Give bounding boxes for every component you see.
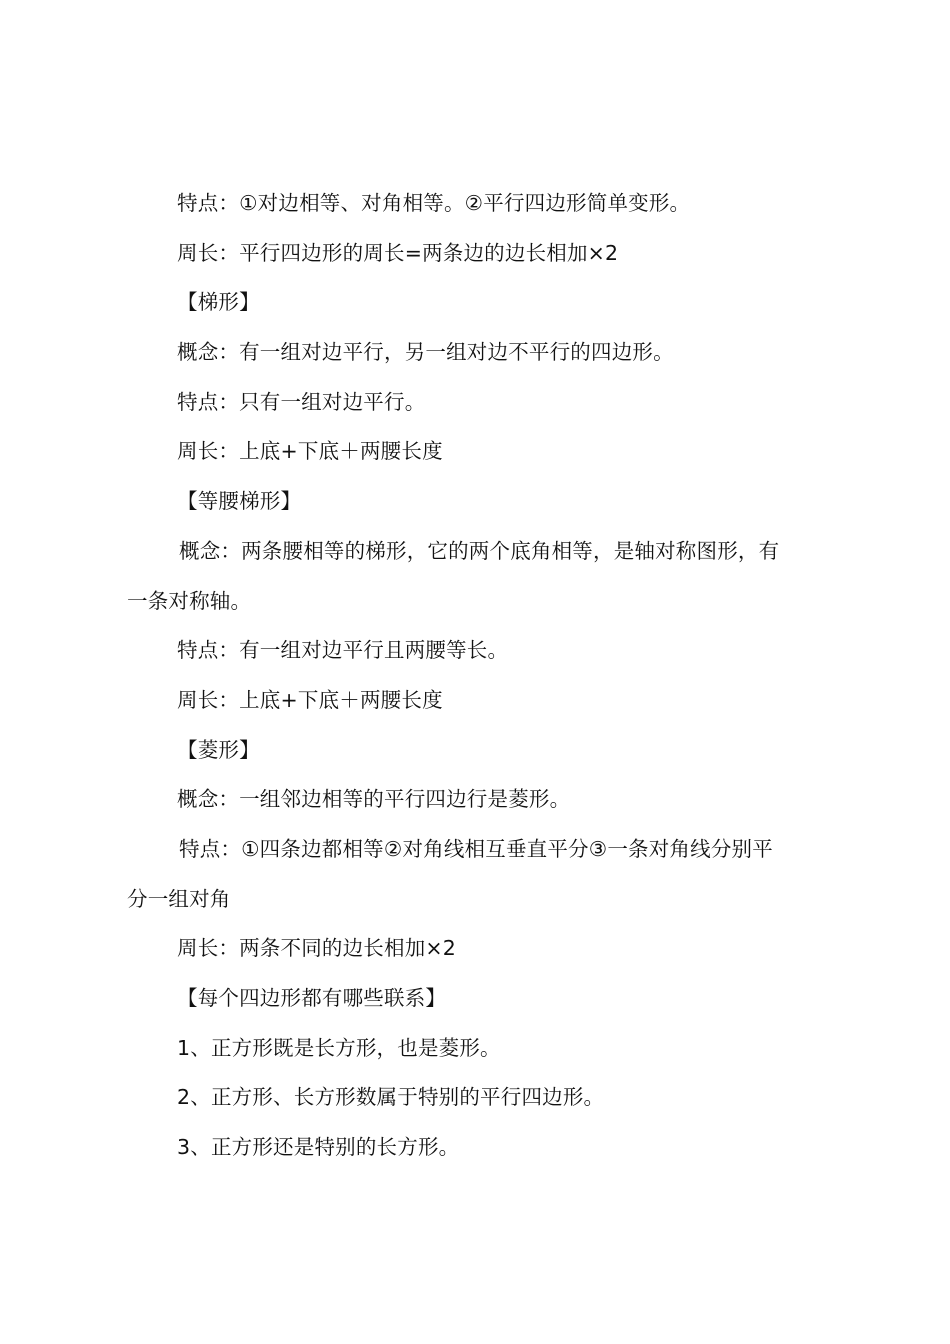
relationships-heading: 【每个四边形都有哪些联系】 <box>177 986 447 1010</box>
rhombus-perimeter: 周长：两条不同的边长相加×2 <box>177 936 457 961</box>
relationship-item-3: 3、正方形还是特别的长方形。 <box>177 1135 460 1160</box>
isosceles-trapezoid-concept: 概念：两条腰相等的梯形，它的两个底角相等，是轴对称图形，有 <box>179 538 780 563</box>
relationship-item-2: 2、正方形、长方形数属于特别的平行四边形。 <box>177 1085 605 1110</box>
rhombus-concept: 概念：一组邻边相等的平行四边行是菱形。 <box>177 787 571 812</box>
parallelogram-features: 特点：①对边相等、对角相等。②平行四边形简单变形。 <box>177 191 691 215</box>
rhombus-features: 特点：①四条边都相等②对角线相互垂直平分③一条对角线分别平 <box>179 836 773 861</box>
rhombus-heading: 【菱形】 <box>177 737 260 762</box>
isosceles-trapezoid-features: 特点：有一组对边平行且两腰等长。 <box>177 638 509 663</box>
trapezoid-heading: 【梯形】 <box>177 290 260 315</box>
trapezoid-concept: 概念：有一组对边平行，另一组对边不平行的四边形。 <box>177 340 674 365</box>
relationship-item-1: 1、正方形既是长方形，也是菱形。 <box>177 1035 501 1060</box>
rhombus-features-continued: 分一组对角 <box>127 886 231 911</box>
parallelogram-perimeter: 周长：平行四边形的周长=两条边的边长相加×2 <box>177 240 619 265</box>
isosceles-trapezoid-heading: 【等腰梯形】 <box>177 489 302 514</box>
trapezoid-features: 特点：只有一组对边平行。 <box>177 389 426 414</box>
document-body <box>127 179 833 1173</box>
trapezoid-perimeter: 周长：上底+下底＋两腰长度 <box>177 439 443 464</box>
isosceles-trapezoid-concept-continued: 一条对称轴。 <box>127 588 252 613</box>
isosceles-trapezoid-perimeter: 周长：上底+下底＋两腰长度 <box>177 687 443 712</box>
